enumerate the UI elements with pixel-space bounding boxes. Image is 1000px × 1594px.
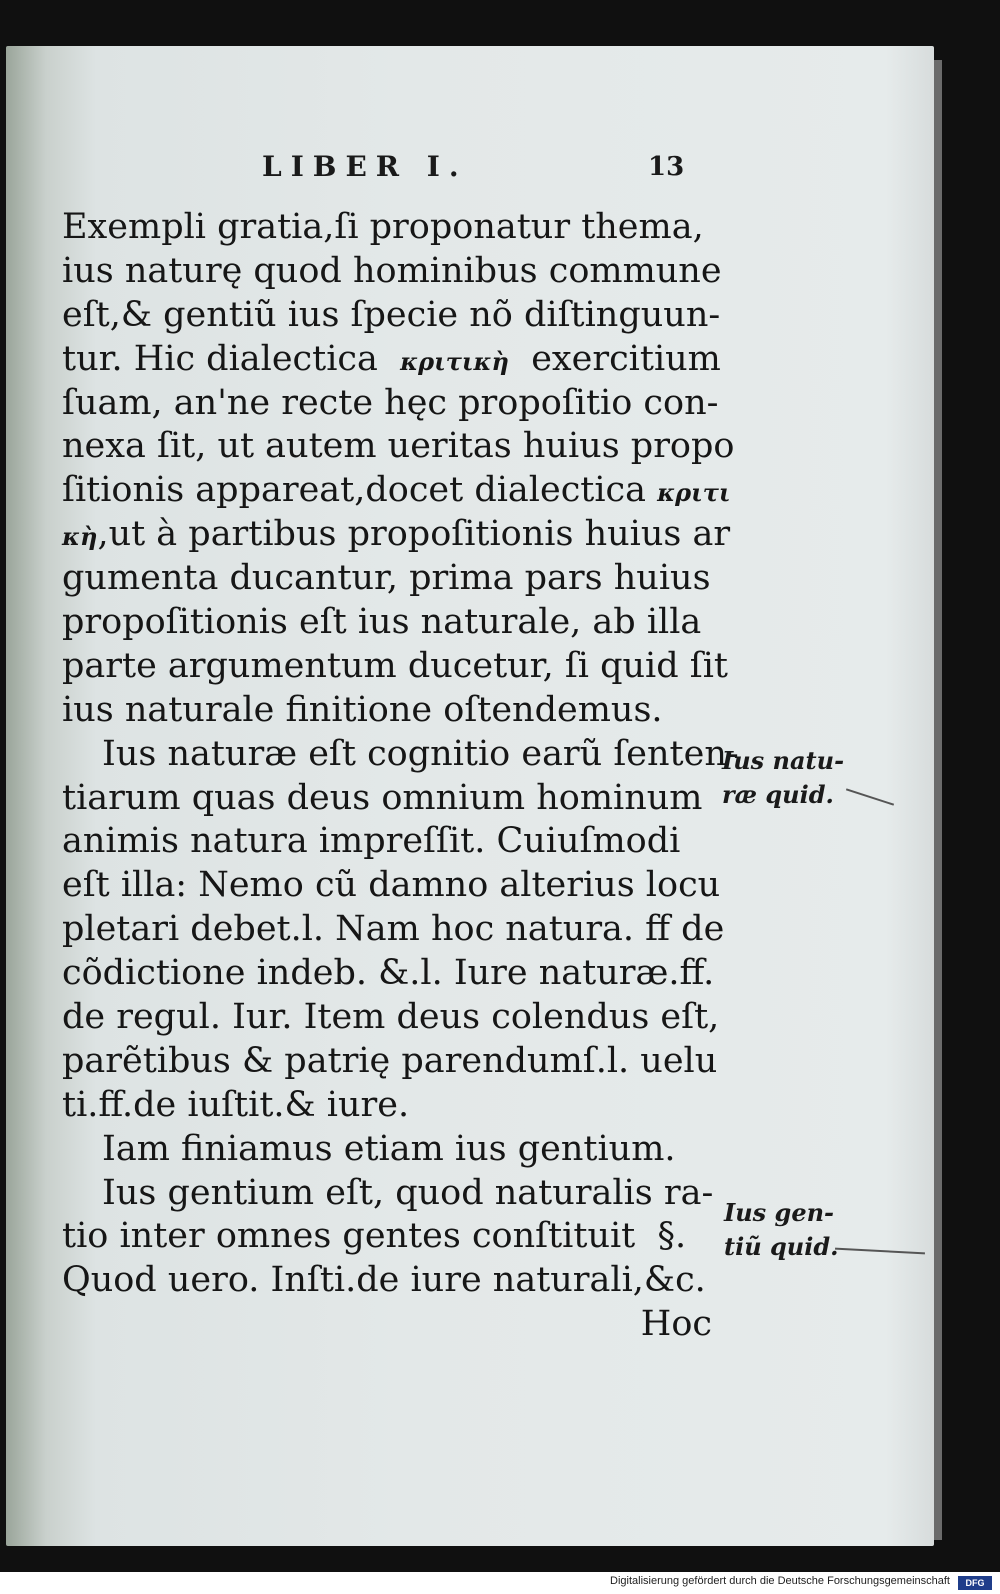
text-fragment: ,ut à partibus propoſitionis huius ar (97, 514, 731, 555)
text-line: pletari debet.l. Nam hoc natura. ff de (62, 909, 725, 950)
text-line: Exempli gratia,ſi proponatur thema, (62, 207, 704, 247)
page-edge (934, 60, 942, 1540)
text-line (62, 513, 731, 557)
text-line: tiarum quas deus omnium hominum (62, 777, 703, 818)
page-number: 13 (648, 152, 685, 182)
text-line: Iam finiamus etiam ius gentium. (102, 1128, 676, 1169)
running-head (0, 150, 1000, 190)
margin-note-ius-naturae (722, 744, 844, 812)
footer-bar (0, 1572, 1000, 1594)
margin-note-line: Ius gen- (724, 1198, 835, 1227)
greek-word: κριτικὴ (400, 346, 509, 376)
text-fragment: ſitionis appareat,docet dialectica (62, 470, 647, 511)
text-line: eſt,& gentiũ ius ſpecie nõ diſtinguun- (62, 294, 721, 335)
text-line: cõdictione indeb. &.l. Iure naturæ.ff. (62, 953, 715, 994)
text-line: eſt illa: Nemo cũ damno alterius locu (62, 865, 721, 906)
dfg-logo: DFG (958, 1576, 992, 1590)
text-fragment: exercitium (531, 338, 721, 379)
text-line: parẽtibus & patrię parendumſ.l. uelu (62, 1040, 718, 1081)
text-line: propoſitionis eſt ius naturale, ab illa (62, 602, 702, 643)
text-line (62, 469, 731, 513)
text-line (62, 1215, 722, 1259)
text-line: parte argumentum ducetur, ſi quid ſit (62, 645, 728, 686)
text-line: ſuam, an'ne recte hęc propoſitio con- (62, 382, 719, 423)
text-fragment: tio inter omnes gentes conſtituit (62, 1216, 636, 1257)
text-line (62, 338, 722, 382)
text-line: de regul. Iur. Item deus colendus eſt, (62, 997, 720, 1038)
text-line: ti.ff.de iuſtit.& iure. (62, 1084, 410, 1125)
running-head-title: LIBER I. (262, 150, 468, 183)
margin-note-line: ræ quid. (722, 780, 834, 809)
text-line: animis natura impreſſit. Cuiuſmodi (62, 821, 681, 862)
text-line: ius naturę quod hominibus commune (62, 250, 722, 291)
greek-word: κὴ (62, 522, 98, 552)
text-line: Ius gentium eſt, quod naturalis ra- (102, 1172, 714, 1213)
body-text (62, 206, 739, 1347)
text-line: Quod uero. Inſti.de iure naturali,&c. (62, 1260, 706, 1301)
margin-note-line: Ius natu- (722, 746, 845, 775)
text-fragment: tur. Hic dialectica (62, 338, 378, 379)
text-line: ius naturale finitione oſtendemus. (62, 689, 663, 730)
margin-note-ius-gentium (724, 1196, 839, 1264)
footer-credit: Digitalisierung gefördert durch die Deutsche Forschungsgemeinschaft (610, 1575, 950, 1587)
greek-word: κριτι (657, 478, 731, 508)
text-line: nexa ſit, ut autem ueritas huius propo (62, 426, 735, 467)
text-line: gumenta ducantur, prima pars huius (62, 558, 711, 599)
margin-note-line: tiũ quid. (724, 1232, 839, 1261)
catchword: Hoc (640, 1304, 712, 1345)
section-mark: §. (657, 1216, 687, 1257)
text-line: Ius naturæ eſt cognitio earũ ſenten- (102, 733, 739, 774)
